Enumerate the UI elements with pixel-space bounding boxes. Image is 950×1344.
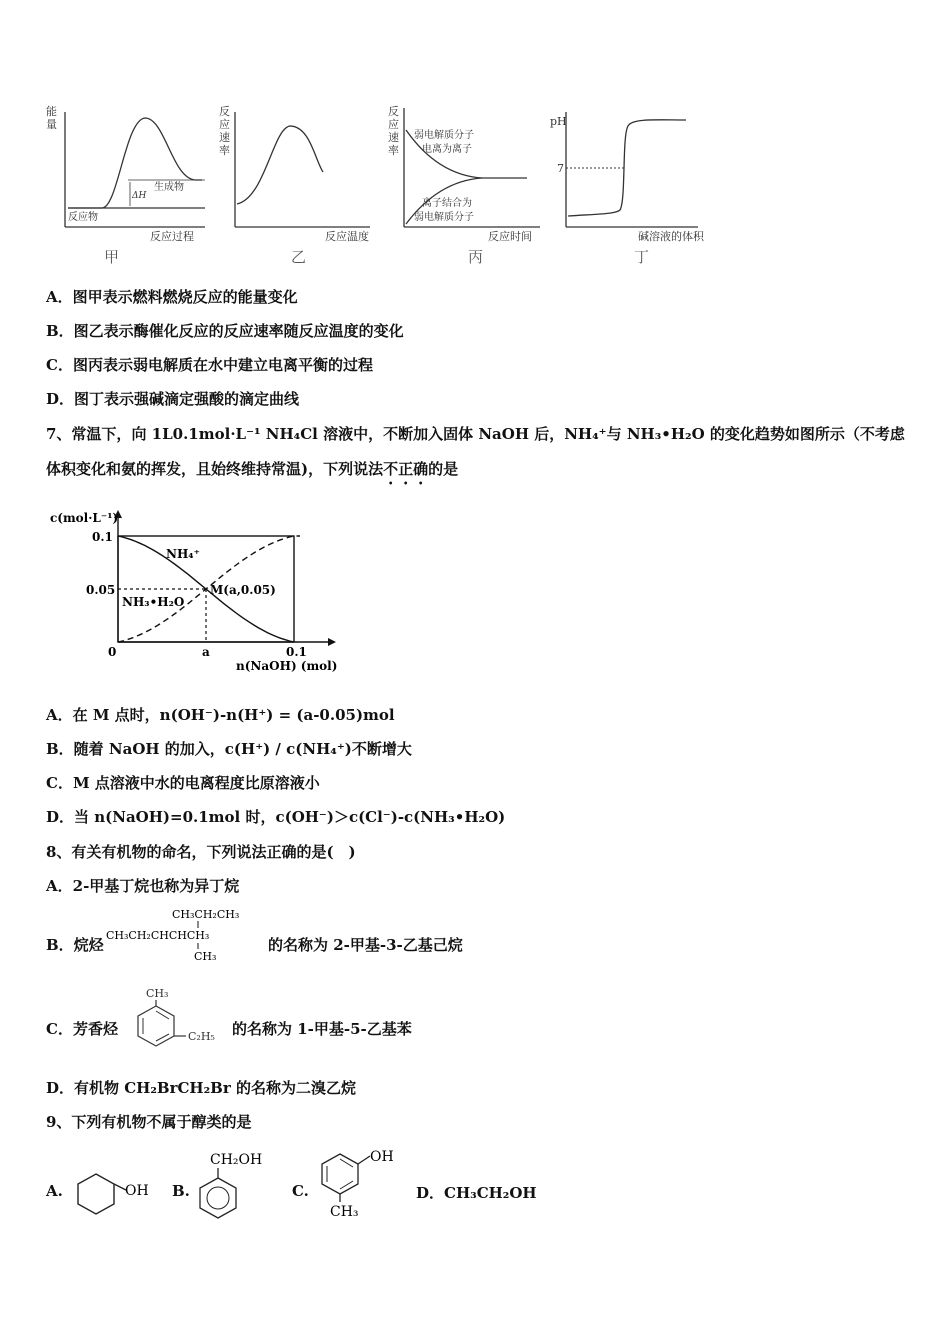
q9-stem: 9、下列有机物不属于醇类的是 — [46, 1113, 252, 1131]
bing-ylabel-3: 速 — [388, 131, 399, 144]
q8-option-d: D．有机物 CH₂BrCH₂Br 的名称为二溴乙烷 — [46, 1079, 356, 1097]
q7-option-b: B．随着 NaOH 的加入，c(H⁺) / c(NH₄⁺)不断增大 — [46, 740, 412, 758]
bing-xlabel: 反应时间 — [488, 230, 532, 243]
point-m-label: M(a,0.05) — [210, 583, 276, 597]
q8-b-structure — [106, 902, 266, 964]
q8-option-c-prefix: C．芳香烃 — [46, 1020, 118, 1038]
a-oh: OH — [125, 1183, 149, 1199]
bing-ylabel-1: 反 — [388, 105, 399, 118]
jia-ylabel-1: 能 — [46, 105, 57, 118]
figure-ding — [548, 100, 713, 270]
bing-ylabel-2: 应 — [388, 118, 399, 131]
b-main-chain: CH₃CH₂CHCHCH₃ — [106, 929, 210, 942]
q7-stem-line2: 体积变化和氨的挥发，且始终维持常温)，下列说法不正确的是 — [46, 460, 459, 478]
ytick-0.1: 0.1 — [92, 530, 113, 544]
jia-dh: ΔH — [132, 191, 147, 201]
ding-seven: 7 — [557, 162, 564, 175]
xtick-a: a — [202, 645, 210, 659]
titration-curve — [568, 120, 686, 216]
q7-ylabel: c(mol·L⁻¹) — [50, 511, 119, 525]
c-ethyl: C₂H₅ — [188, 1030, 215, 1043]
q6-option-a: A．图甲表示燃料燃烧反应的能量变化 — [46, 288, 298, 306]
figure-jia — [40, 100, 215, 270]
bing-caption: 丙 — [468, 248, 484, 266]
q8-stem: 8、有关有机物的命名，下列说法正确的是( ) — [46, 843, 356, 861]
yi-ylabel-4: 率 — [219, 144, 230, 157]
jia-product: 生成物 — [154, 182, 184, 193]
b-bottom-methyl: CH₃ — [194, 950, 217, 963]
yi-ylabel-3: 速 — [219, 131, 230, 144]
q9-option-b-label: B. — [172, 1182, 190, 1200]
c-oh: OH — [370, 1149, 394, 1165]
ytick-0: 0 — [108, 645, 117, 659]
q7-option-d: D．当 n(NaOH)=0.1mol 时，c(OH⁻)＞c(Cl⁻)-c(NH₃•H₂O) — [46, 808, 506, 826]
q7-xlabel: n(NaOH) (mol) — [236, 659, 338, 673]
q9-b-benzyl-alcohol — [194, 1144, 284, 1224]
q9-option-a-label: A. — [46, 1182, 63, 1200]
jia-xlabel: 反应过程 — [150, 230, 194, 243]
jia-ylabel-2: 量 — [46, 118, 57, 131]
c-methyl: CH₃ — [146, 987, 169, 1000]
xtick-0.1: 0.1 — [286, 645, 307, 659]
q9-c-cresol — [314, 1144, 414, 1220]
rate-curve — [237, 126, 323, 204]
q8-option-b-prefix: B．烷烃 — [46, 936, 104, 954]
ding-ylabel: pH — [550, 115, 567, 128]
q9-option-d: D．CH₃CH₂OH — [416, 1184, 537, 1202]
b-top-chain: CH₃CH₂CH₃ — [172, 908, 240, 921]
series-nh4-label: NH₄⁺ — [166, 547, 200, 561]
q7-chart — [50, 506, 340, 681]
yi-caption: 乙 — [291, 248, 307, 266]
c-ch3: CH₃ — [330, 1204, 359, 1220]
q9-a-cyclohexanol — [70, 1164, 160, 1224]
ding-xlabel: 碱溶液的体积 — [638, 230, 704, 243]
bing-ylabel-4: 率 — [388, 144, 399, 157]
jia-reactant: 反应物 — [68, 212, 98, 223]
yi-ylabel-2: 应 — [219, 118, 230, 131]
emphasis-not-correct: 不正确 — [383, 460, 429, 478]
bing-lower-1: 离子结合为 — [422, 198, 472, 209]
q8-option-c-suffix: 的名称为 1-甲基-5-乙基苯 — [232, 1020, 412, 1038]
ding-caption: 丁 — [634, 248, 650, 266]
bing-lower-2: 弱电解质分子 — [414, 212, 474, 223]
b-ch2oh: CH₂OH — [210, 1152, 263, 1168]
jia-caption: 甲 — [104, 248, 120, 266]
yi-ylabel-1: 反 — [219, 105, 230, 118]
q6-option-b: B．图乙表示酶催化反应的反应速率随反应温度的变化 — [46, 322, 404, 340]
q7-option-c: C．M 点溶液中水的电离程度比原溶液小 — [46, 774, 320, 792]
q7-option-a: A．在 M 点时，n(OH⁻)-n(H⁺) = (a-0.05)mol — [46, 706, 395, 724]
series-nh3h2o-label: NH₃•H₂O — [122, 595, 185, 609]
figure-bing — [382, 100, 547, 270]
q8-c-structure — [126, 984, 230, 1056]
q8-option-b-suffix: 的名称为 2-甲基-3-乙基己烷 — [268, 936, 463, 954]
bing-upper-1: 弱电解质分子 — [414, 130, 474, 141]
figure-yi — [215, 100, 380, 270]
q7-stem-line1: 7、常温下，向 1L0.1mol·L⁻¹ NH₄Cl 溶液中，不断加入固体 NaOH 后，NH₄⁺与 NH₃•H₂O 的变化趋势如图所示（不考虑 — [46, 425, 905, 443]
q6-option-c: C．图丙表示弱电解质在水中建立电离平衡的过程 — [46, 356, 373, 374]
yi-xlabel: 反应温度 — [325, 230, 369, 243]
bing-upper-2: 电离为离子 — [422, 144, 472, 155]
ytick-0.05: 0.05 — [86, 583, 116, 597]
q9-option-c-label: C. — [292, 1182, 309, 1200]
q6-option-d: D．图丁表示强碱滴定强酸的滴定曲线 — [46, 390, 300, 408]
q8-option-a: A．2-甲基丁烷也称为异丁烷 — [46, 877, 240, 895]
